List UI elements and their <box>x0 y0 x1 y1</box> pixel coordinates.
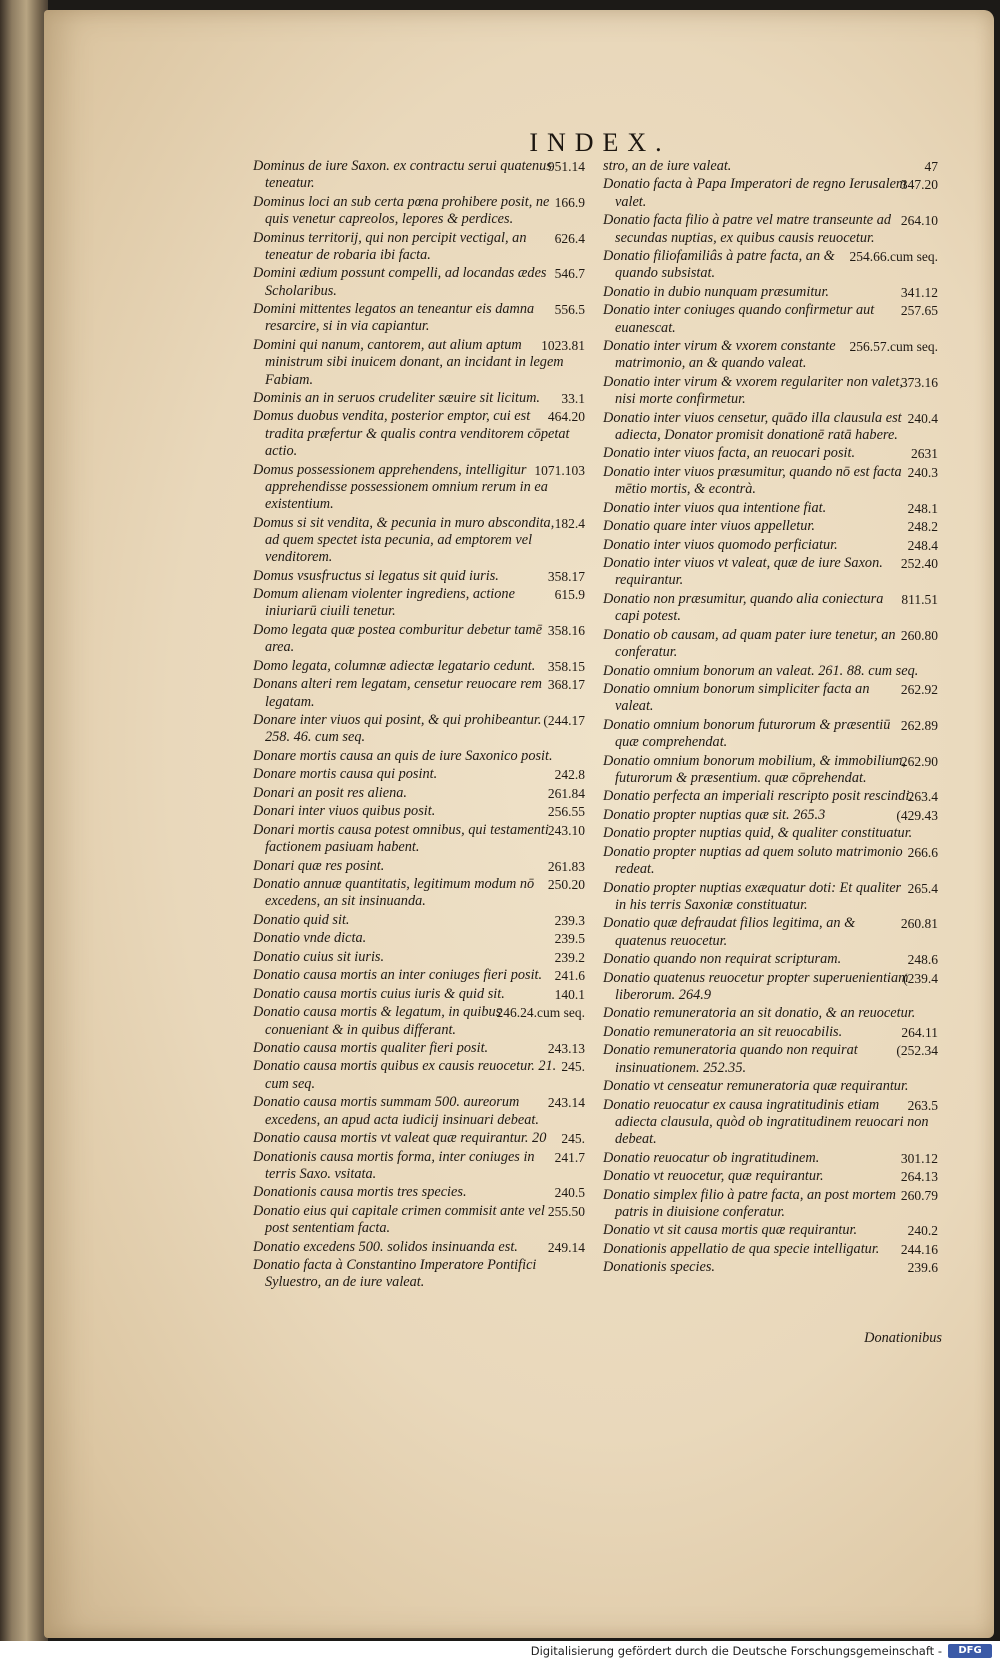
index-entry-reference: 140.1 <box>554 986 585 1002</box>
index-entry <box>603 915 938 950</box>
index-entry <box>603 158 938 175</box>
index-entry <box>603 951 938 968</box>
index-entry-text: Donatio inter virum & vxorem regulariter non valet, nisi morte confirmetur. <box>603 373 903 408</box>
index-entry-text: Domo legata quæ postea comburitur debetur tamē area. <box>253 621 543 656</box>
index-entry <box>253 1058 585 1093</box>
index-entry-text: Domini qui nanum, cantorem, aut alium aptum ministrum sibi inuicem donant, an incidant in legem Fabiam. <box>253 336 564 388</box>
index-entry-reference: 254.66.cum seq. <box>849 249 938 265</box>
index-entry-text: Donatio facta à Constantino Imperatore Pontifici Syluestro, an de iure valeat. <box>253 1257 537 1291</box>
index-entry <box>253 858 585 875</box>
index-entry-text: Donatio facta filio à patre vel matre transeunte ad secundas nuptias, ex quibus causis reuocetur. <box>603 212 892 246</box>
index-entry-reference: 240.2 <box>907 1223 938 1239</box>
index-entry-reference: 1071.103 <box>534 462 585 478</box>
index-entry <box>253 949 585 966</box>
index-entry-reference: 260.80 <box>900 627 938 643</box>
index-entry-text: Donatio inter coniuges quando confirmetur aut euanescat. <box>603 302 875 336</box>
index-entry-reference: 239.2 <box>554 949 585 965</box>
index-entry-text: Donatio quid sit. <box>253 911 350 928</box>
index-entry-text: Dominus de iure Saxon. ex contractu serui quatenus teneatur. <box>253 158 552 192</box>
index-entry <box>253 337 585 389</box>
index-entry <box>603 1150 938 1167</box>
index-entry-reference: 242.8 <box>554 767 585 783</box>
index-entry <box>253 1149 585 1184</box>
index-entry <box>253 265 585 300</box>
index-entry <box>603 1005 938 1022</box>
index-entry-reference: 811.51 <box>901 591 938 607</box>
index-entry-reference: 1023.81 <box>541 337 585 353</box>
index-entry <box>603 1078 938 1095</box>
index-entry-reference: 255.50 <box>547 1203 585 1219</box>
index-entry <box>253 876 585 911</box>
index-entry-text: Donatio causa mortis vt valeat quæ requirantur. 20 <box>253 1130 547 1147</box>
index-entry-reference: 241.6 <box>554 968 585 984</box>
index-entry-text: Donatio vt sit causa mortis quæ requirantur. <box>603 1222 858 1239</box>
index-entry <box>603 212 938 247</box>
dfg-logo: DFG <box>948 1644 992 1658</box>
index-entry-text: Domo legata, columnæ adiectæ legatario cedunt. <box>253 657 536 674</box>
index-entry <box>603 880 938 915</box>
catchword: Donationibus <box>864 1330 942 1346</box>
index-entry-reference: 250.20 <box>547 877 585 892</box>
index-entry <box>253 1184 585 1201</box>
index-entry-text: Donatio quare inter viuos appelletur. <box>603 518 815 535</box>
index-entry-reference: 240.5 <box>554 1185 585 1201</box>
index-entry-text: Donatio causa mortis & legatum, in quibus conueniant & in quibus differant. <box>253 1004 502 1038</box>
index-entry <box>253 658 585 675</box>
index-entry-reference: 248.2 <box>907 519 938 535</box>
index-entry-text: Domus si sit vendita, & pecunia in muro abscondita, ad quem spectet ista pecunia, ad emptorem vel venditorem. <box>253 514 555 566</box>
index-entry <box>603 1168 938 1185</box>
index-entry-text: Donatio omnium bonorum simpliciter facta an valeat. <box>603 680 870 715</box>
index-entry-text: stro, an de iure valeat. <box>603 158 732 174</box>
index-entry-text: Donari mortis causa potest omnibus, qui testamenti factionem pasiuam habent. <box>253 821 549 856</box>
index-entry <box>603 807 938 824</box>
index-entry-reference: 556.5 <box>554 302 585 318</box>
index-entry-reference: 239.6 <box>907 1260 938 1276</box>
index-entry-text: Donatio facta à Papa Imperatori de regno Ierusalem valet. <box>603 176 907 210</box>
index-entry-reference: 240.4 <box>907 410 938 426</box>
index-entry-text: Donatio propter nuptias quæ sit. 265.3 <box>603 806 826 823</box>
index-entry <box>253 1094 585 1129</box>
index-entry <box>603 1259 938 1276</box>
index-entry <box>253 194 585 229</box>
index-entry <box>253 1203 585 1238</box>
index-entry <box>603 681 938 716</box>
index-entry-text: Donans alteri rem legatam, censetur reuocare rem legatam. <box>253 676 542 710</box>
index-entry-text: Donatio cuius sit iuris. <box>253 948 385 965</box>
index-entry-reference: 464.20 <box>547 409 585 425</box>
index-entry-text: Donare mortis causa an quis de iure Saxonico posit. <box>253 747 553 764</box>
index-entry-text: Donatio vnde dicta. <box>253 930 367 947</box>
index-entry-text: Donatio omnium bonorum futurorum & præsentiū quæ comprehendat. <box>603 716 891 751</box>
index-entry-reference: 166.9 <box>554 194 585 210</box>
index-entry <box>253 158 585 193</box>
index-entry-text: Domus possessionem apprehendens, intelligitur apprehendisse possessionem omnium rerum in ea existentium. <box>253 461 548 513</box>
index-entry-reference: 263.4 <box>907 789 938 805</box>
index-entry-reference: 243.13 <box>547 1040 585 1056</box>
index-entry <box>253 748 585 765</box>
index-entry-reference: 264.13 <box>900 1169 938 1185</box>
index-entry-text: Donatio causa mortis quibus ex causis reuocetur. 21. cum seq. <box>253 1058 557 1092</box>
index-entry-reference: (244.17 <box>543 713 585 729</box>
index-entry-text: Donatio propter nuptias quid, & qualiter constituatur. <box>603 825 913 842</box>
index-entry <box>603 663 938 680</box>
index-entry <box>603 518 938 535</box>
index-entry-reference: 264.10 <box>900 213 938 229</box>
index-entry <box>603 445 938 462</box>
index-entry-reference: 266.6 <box>907 844 938 860</box>
index-entry-reference: 252.40 <box>900 556 938 572</box>
index-entry <box>253 676 585 711</box>
index-entry <box>253 1257 585 1292</box>
index-entry <box>253 408 585 460</box>
index-entry-reference: 261.83 <box>547 858 585 874</box>
index-entry-reference: 244.16 <box>900 1241 938 1257</box>
index-entry-reference: 240.3 <box>907 464 938 480</box>
index-entry-reference: 358.15 <box>547 658 585 674</box>
index-entry <box>603 1024 938 1041</box>
index-entry-text: Donatio eius qui capitale crimen commisit ante vel post sententiam facta. <box>253 1202 545 1237</box>
index-entry <box>253 586 585 621</box>
index-entry-reference: 262.89 <box>900 717 938 733</box>
index-entry-reference: 47 <box>924 159 938 174</box>
index-entry <box>253 1130 585 1147</box>
index-entry <box>253 1004 585 1039</box>
index-entry-reference: 239.5 <box>554 931 585 947</box>
index-entry-reference: 248.6 <box>907 952 938 968</box>
index-entry-text: Donatio in dubio nunquam præsumitur. <box>603 283 829 300</box>
index-entry-text: Donatio annuæ quantitatis, legitimum modum nō excedens, an sit insinuanda. <box>253 876 535 910</box>
index-entry-reference: 341.12 <box>900 284 938 300</box>
index-entry-text: Donari quæ res posint. <box>253 857 385 874</box>
index-entry-reference: 239.3 <box>554 912 585 928</box>
index-entry-reference: (252.34 <box>896 1043 938 1059</box>
index-entry <box>603 537 938 554</box>
index-entry-text: Donatio reuocatur ex causa ingratitudinis etiam adiecta clausula, quòd ob ingratitudinem reuocari non debeat. <box>603 1096 929 1148</box>
index-entry-text: Domini ædium possunt compelli, ad locandas ædes Scholaribus. <box>253 265 547 299</box>
index-entry <box>603 844 938 879</box>
index-entry <box>253 390 585 407</box>
index-entry-reference: 951.14 <box>547 159 585 174</box>
index-entry-reference: 260.79 <box>900 1187 938 1203</box>
index-entry-text: Donatio excedens 500. solidos insinuanda est. <box>253 1238 518 1255</box>
index-entry-text: Dominus loci an sub certa pœna prohibere posit, ne quis venetur capreolos, lepores & perdices. <box>253 193 550 228</box>
index-entry <box>603 338 938 373</box>
index-entry-reference: (429.43 <box>896 807 938 823</box>
index-entry-text: Domum alienam violenter ingrediens, actione iniuriarū ciuili tenetur. <box>253 586 515 620</box>
index-entry-text: Donatio inter viuos vt valeat, quæ de iure Saxon. requirantur. <box>603 555 883 589</box>
index-entry-reference: 249.14 <box>547 1239 585 1255</box>
index-entry-text: Domus vsusfructus si legatus sit quid iuris. <box>253 567 499 584</box>
index-entry-text: Donatio non præsumitur, quando alia coniectura capi potest. <box>603 590 884 625</box>
index-entry-reference: 261.84 <box>547 785 585 801</box>
index-entry <box>603 1187 938 1222</box>
index-entry <box>253 515 585 567</box>
index-column-right <box>603 158 938 1278</box>
index-entry <box>603 1241 938 1258</box>
index-entry-reference: 301.12 <box>900 1150 938 1166</box>
index-entry-text: Donatio vt censeatur remuneratoria quæ requirantur. <box>603 1078 909 1095</box>
index-entry-text: Donationis species. <box>603 1259 715 1276</box>
index-entry-text: Donatio inter viuos præsumitur, quando nō est facta mētio mortis, & econtrà. <box>603 463 902 498</box>
index-entry-text: Donatio quæ defraudat filios legitima, an & quatenus reuocetur. <box>603 915 856 949</box>
index-entry-reference: 263.5 <box>907 1097 938 1113</box>
index-entry-text: Donare inter viuos qui posint, & qui prohibeantur. 258. 46. cum seq. <box>253 712 542 746</box>
index-entry-text: Donatio quatenus reuocetur propter superuenientiam liberorum. 264.9 <box>603 969 909 1003</box>
index-column-left <box>253 158 585 1293</box>
index-entry <box>603 591 938 626</box>
index-entry <box>603 410 938 445</box>
index-entry <box>603 374 938 409</box>
index-entry-text: Donatio ob causam, ad quam pater iure tenetur, an conferatur. <box>603 626 896 661</box>
index-entry <box>253 462 585 514</box>
index-entry <box>603 176 938 211</box>
index-entry-reference: 256.57.cum seq. <box>849 339 938 355</box>
index-entry-reference: 260.81 <box>900 916 938 932</box>
index-entry <box>603 1042 938 1077</box>
index-entry-text: Donatio remuneratoria an sit donatio, & an reuocetur. <box>603 1005 916 1022</box>
index-entry <box>253 785 585 802</box>
index-entry-text: Donationis causa mortis forma, inter coniuges in terris Saxo. vsitata. <box>253 1148 535 1182</box>
index-entry-text: Donatio reuocatur ob ingratitudinem. <box>603 1149 820 1166</box>
index-entry <box>253 986 585 1003</box>
index-entry <box>603 1222 938 1239</box>
index-entry-text: Donatio omnium bonorum an valeat. 261. 88. cum seq. <box>603 662 919 679</box>
index-entry <box>603 302 938 337</box>
index-entry-text: Donatio omnium bonorum mobilium, & immobilium, futurorum & præsentium. quæ cōprehendat. <box>603 752 907 786</box>
index-entry-text: Donatio causa mortis qualiter fieri posit. <box>253 1039 489 1056</box>
index-entry-reference: 373.16 <box>900 374 938 390</box>
index-entry-reference: 33.1 <box>561 390 585 406</box>
index-entry-reference: 248.1 <box>907 500 938 516</box>
index-entry-text: Donatio inter virum & vxorem constante matrimonio, an & quando valeat. <box>603 338 836 372</box>
index-entry-reference: 245. <box>561 1131 585 1147</box>
index-entry-reference: 262.90 <box>900 753 938 769</box>
index-entry <box>253 1040 585 1057</box>
index-entry-reference: 2631 <box>911 446 938 462</box>
index-entry-text: Donatio propter nuptias ad quem soluto matrimonio redeat. <box>603 843 903 878</box>
index-entry <box>603 1097 938 1149</box>
index-entry-reference: (239.4 <box>903 970 938 986</box>
index-entry-text: Donatio remuneratoria an sit reuocabilis. <box>603 1023 843 1040</box>
index-entry-reference: 248.4 <box>907 537 938 553</box>
index-entry-text: Donatio remuneratoria quando non requirat insinuationem. 252.35. <box>603 1042 858 1076</box>
index-entry <box>253 967 585 984</box>
index-entry <box>253 568 585 585</box>
footer-credit: Digitalisierung gefördert durch die Deutsche Forschungsgemeinschaft - <box>530 1644 942 1658</box>
index-entry-reference: 243.10 <box>547 822 585 838</box>
index-entry <box>253 712 585 747</box>
index-entry <box>253 912 585 929</box>
index-entry-text: Donatio inter viuos qua intentione fiat. <box>603 499 827 516</box>
index-entry-reference: 358.16 <box>547 622 585 638</box>
index-entry-reference: 256.55 <box>547 804 585 820</box>
index-entry <box>253 822 585 857</box>
index-entry-text: Donatio vt reuocetur, quæ requirantur. <box>603 1168 824 1185</box>
index-entry-text: Dominis an in seruos crudeliter sæuire sit licitum. <box>253 389 540 406</box>
index-entry <box>603 970 938 1005</box>
index-entry-text: Donatio quando non requirat scripturam. <box>603 951 842 968</box>
index-entry-reference: 182.4 <box>554 515 585 531</box>
index-entry-reference: 347.20 <box>900 177 938 193</box>
index-entry-reference: 241.7 <box>554 1149 585 1165</box>
index-entry <box>603 284 938 301</box>
index-entry <box>253 803 585 820</box>
footer-bar <box>0 1641 1000 1661</box>
index-entry-reference: 243.14 <box>547 1095 585 1111</box>
index-entry <box>603 825 938 842</box>
index-entry-reference: 626.4 <box>554 230 585 246</box>
index-entry-text: Domini mittentes legatos an teneantur eis damna resarcire, si in via capiantur. <box>253 301 535 335</box>
index-entry-reference: 615.9 <box>554 587 585 603</box>
index-entry-reference: 245. <box>561 1059 585 1075</box>
index-entry <box>603 464 938 499</box>
index-entry <box>603 500 938 517</box>
index-entry-reference: 265.4 <box>907 880 938 896</box>
index-entry-reference: 358.17 <box>547 568 585 584</box>
index-entry-text: Donari inter viuos quibus posit. <box>253 803 436 820</box>
index-entry-reference: 246.24.cum seq. <box>496 1005 585 1021</box>
index-entry <box>253 766 585 783</box>
book-edge <box>0 0 48 1661</box>
index-entry-text: Donatio inter viuos censetur, quādo illa clausula est adiecta, Donator promisit donationē ratā habere. <box>603 409 902 443</box>
index-entry <box>253 622 585 657</box>
index-entry-text: Domus duobus vendita, posterior emptor, cui est tradita præfertur & qualis contra venditorem cōpetat actio. <box>253 408 570 460</box>
index-entry <box>603 555 938 590</box>
index-entry-reference: 257.65 <box>900 303 938 319</box>
index-entry-text: Donationis appellatio de qua specie intelligatur. <box>603 1240 880 1257</box>
index-entry <box>603 717 938 752</box>
index-entry-text: Donatio causa mortis cuius iuris & quid sit. <box>253 985 505 1002</box>
index-entry <box>253 1239 585 1256</box>
index-entry-text: Donatio filiofamiliâs à patre facta, an & quando subsistat. <box>603 248 835 282</box>
index-entry <box>603 788 938 805</box>
index-entry-reference: 368.17 <box>547 677 585 693</box>
index-entry-text: Donatio simplex filio à patre facta, an post mortem patris in diuisione conferatur. <box>603 1186 896 1220</box>
index-entry <box>253 930 585 947</box>
index-entry-text: Donari an posit res aliena. <box>253 784 407 801</box>
index-entry-text: Donatio causa mortis an inter coniuges fieri posit. <box>253 967 543 984</box>
index-entry-text: Donatio propter nuptias exæquatur doti: Et qualiter in his terris Saxoniæ constituatur. <box>603 879 902 913</box>
index-entry <box>253 230 585 265</box>
index-entry <box>603 753 938 788</box>
index-entry-text: Donatio causa mortis summam 500. aureorum excedens, an apud acta iudicij insinuari debeat. <box>253 1094 539 1128</box>
index-entry-reference: 546.7 <box>554 266 585 282</box>
index-entry <box>603 248 938 283</box>
index-entry-text: Donatio inter viuos facta, an reuocari posit. <box>603 445 856 462</box>
page-header: INDEX. <box>529 128 671 157</box>
index-entry-text: Donare mortis causa qui posint. <box>253 766 438 783</box>
index-entry-text: Dominus territorij, qui non percipit vectigal, an teneatur de robaria ibi facta. <box>253 229 527 263</box>
index-entry <box>603 627 938 662</box>
index-entry-reference: 264.11 <box>901 1024 938 1040</box>
index-entry-text: Donatio perfecta an imperiali rescripto posit rescindi. <box>603 788 913 805</box>
index-entry <box>253 301 585 336</box>
index-entry-reference: 262.92 <box>900 681 938 697</box>
index-entry-text: Donationis causa mortis tres species. <box>253 1184 467 1201</box>
index-entry-text: Donatio inter viuos quomodo perficiatur. <box>603 536 838 553</box>
